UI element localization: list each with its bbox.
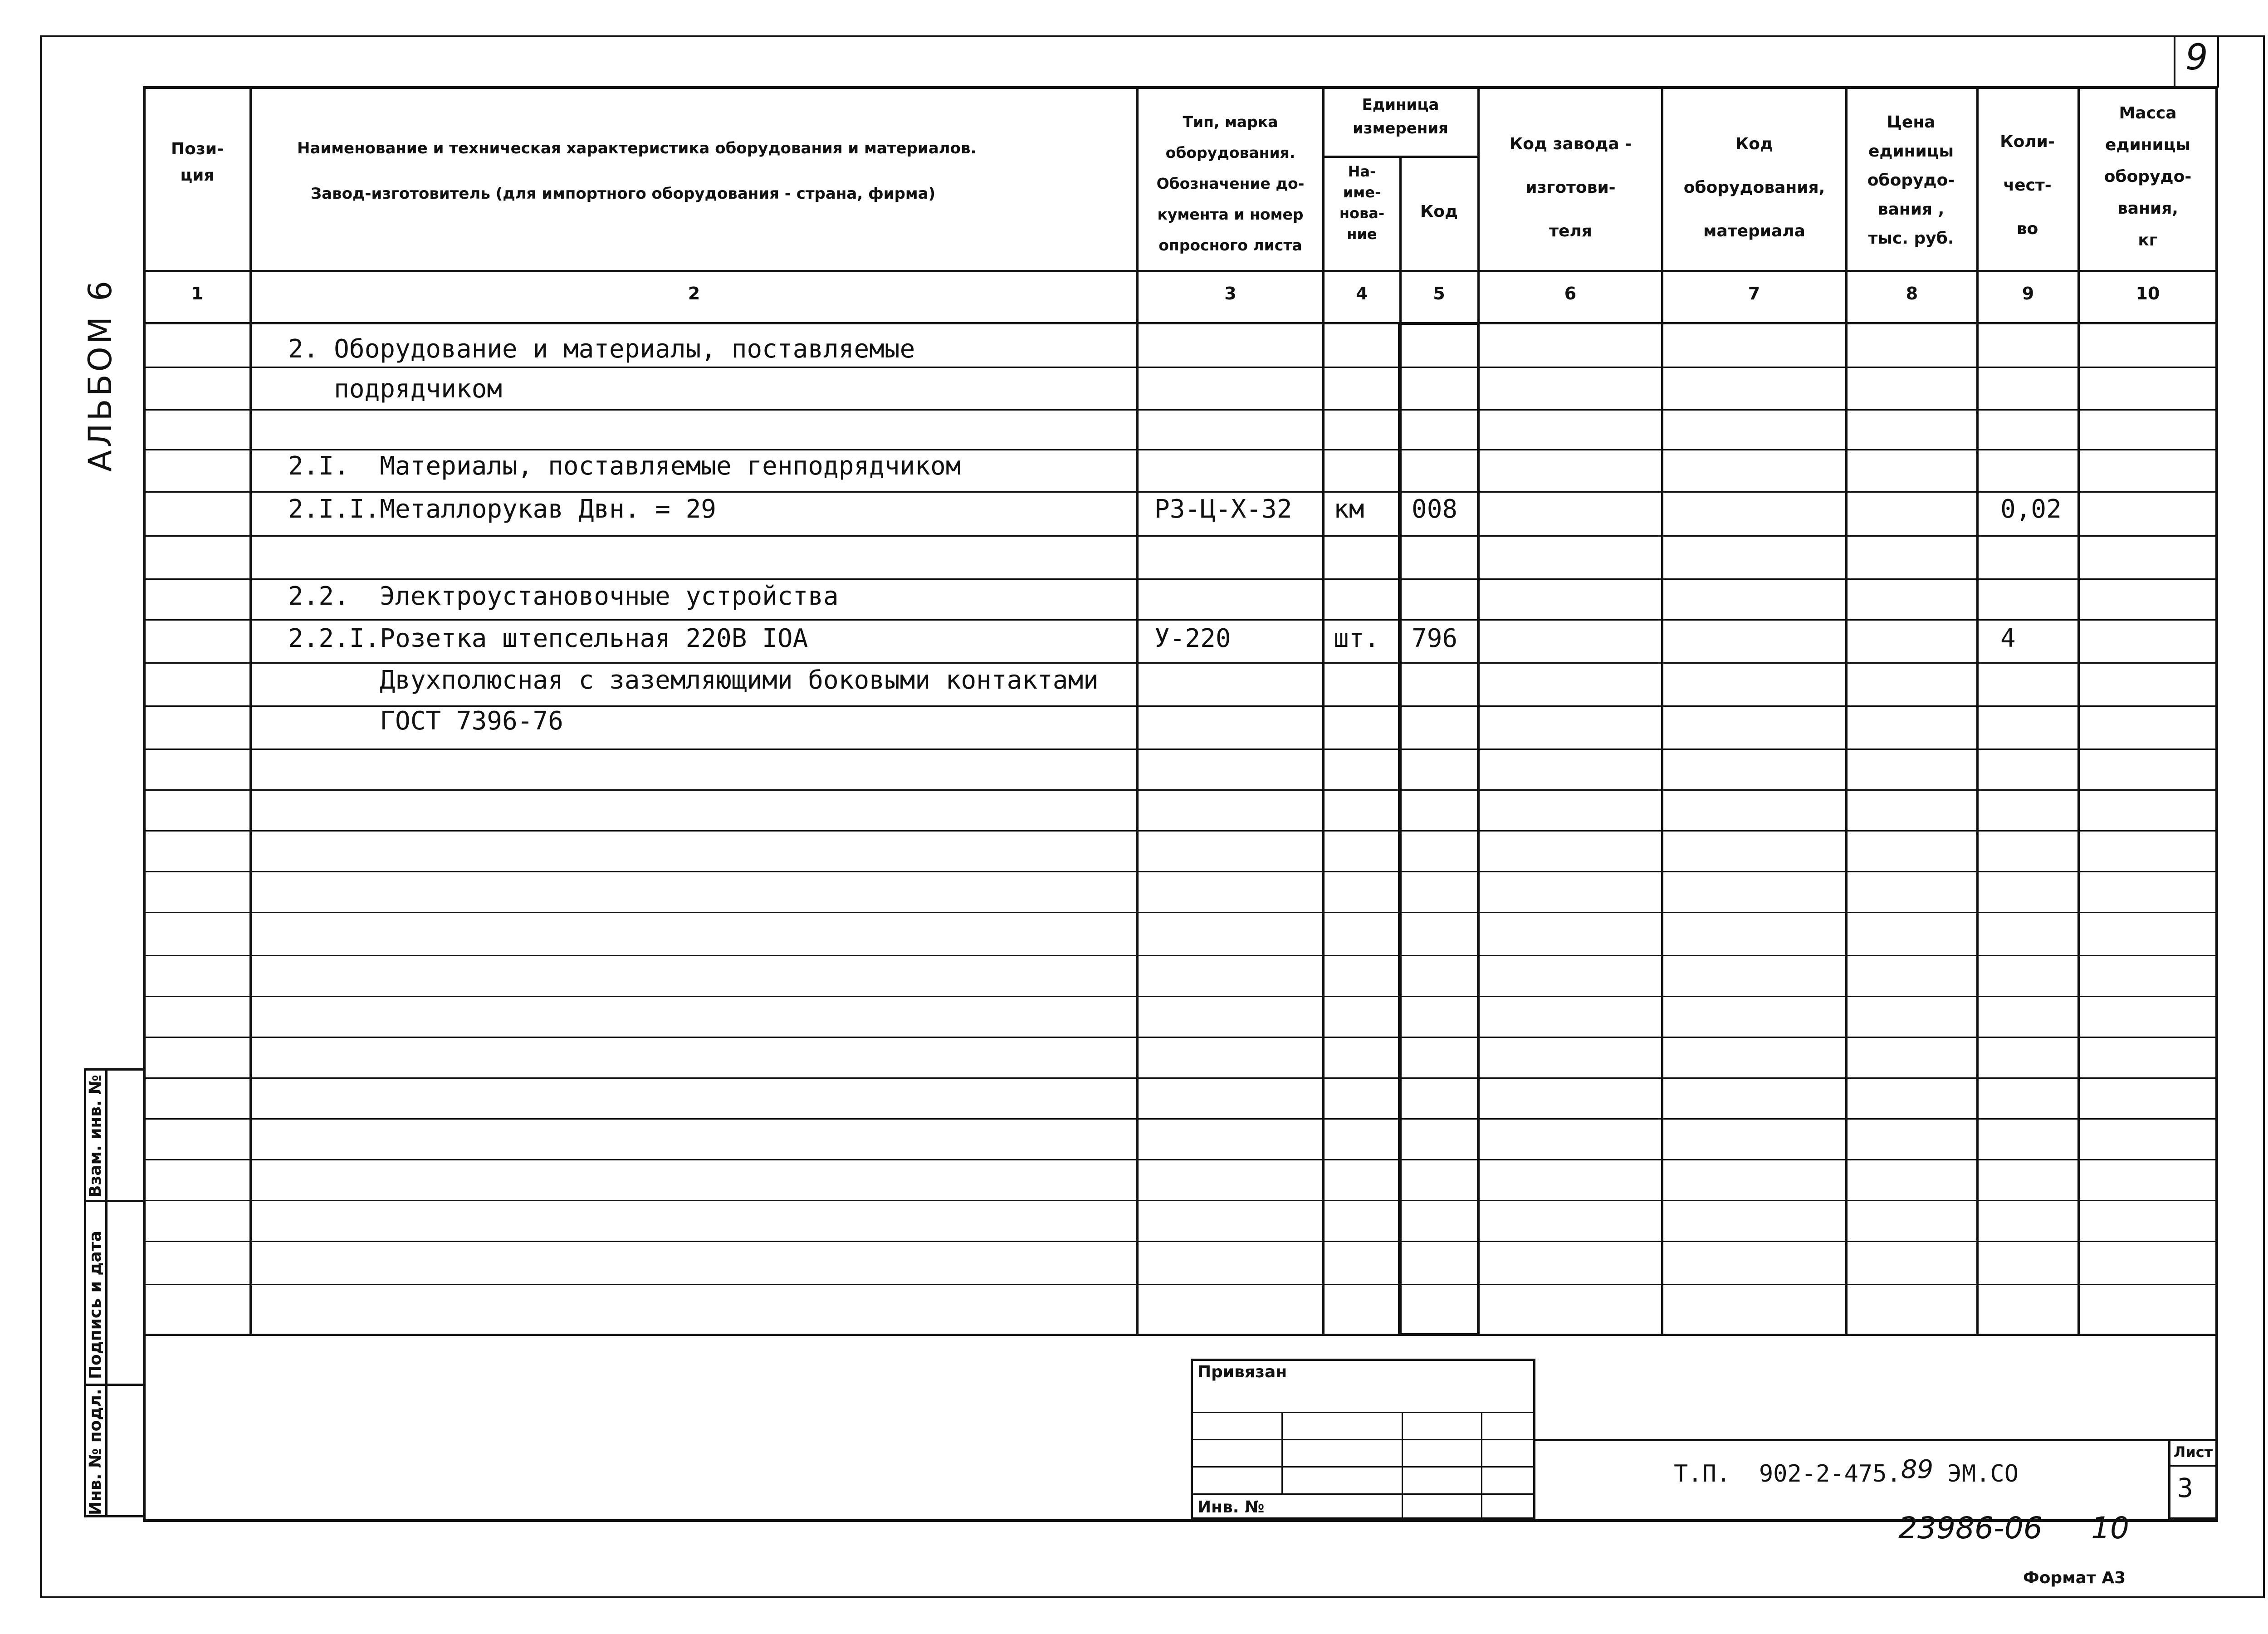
row-line	[143, 1159, 2218, 1160]
row-line	[143, 367, 2218, 368]
header-equipment-line3: материала	[1703, 222, 1805, 240]
privyazan-vline3	[1481, 1412, 1482, 1520]
header-quantity-line1: Коли-	[2000, 132, 2055, 151]
row-line	[143, 535, 2218, 537]
header-price-line3: оборудо-	[1867, 171, 1955, 190]
row-line	[143, 955, 2218, 956]
row-line	[143, 1077, 2218, 1079]
row-line	[143, 789, 2218, 791]
row-line	[143, 578, 2218, 580]
row-line	[143, 1037, 2218, 1038]
header-type-line1: Тип, марка	[1183, 113, 1278, 131]
privyazan-line1	[1191, 1412, 1535, 1413]
header-unit-name-line2: име-	[1343, 184, 1381, 201]
col-divider-6	[1661, 86, 1663, 1336]
header-price-line1: Цена	[1887, 113, 1936, 132]
album-label: АЛЬБОМ 6	[82, 278, 119, 472]
colnum-10: 10	[2136, 284, 2160, 303]
header-equipment-line2: оборудования,	[1683, 178, 1825, 197]
header-price-line4: вания ,	[1877, 200, 1945, 219]
header-unit-line1: Единица	[1362, 96, 1439, 114]
row-line	[143, 662, 2218, 664]
header-mass-line2: единицы	[2105, 136, 2191, 154]
row-line	[143, 830, 2218, 832]
colnum-bottom-line	[143, 322, 2218, 324]
row-line	[143, 749, 2218, 750]
row-name: подрядчиком	[288, 374, 503, 404]
row-name: 2.2. Электроустановочные устройства	[288, 582, 839, 611]
col-divider-8	[1976, 86, 1979, 1336]
document-code-hand: 89	[1901, 1455, 1934, 1484]
inv-no-label: Инв. №	[1198, 1498, 1265, 1517]
colnum-8: 8	[1906, 284, 1918, 303]
row-quantity: 0,02	[2000, 494, 2062, 524]
corner-page-number: 9	[2185, 37, 2208, 78]
row-line	[143, 449, 2218, 450]
row-type: РЗ-Ц-Х-32	[1154, 494, 1292, 524]
header-maker-line3: теля	[1549, 222, 1592, 240]
row-line	[143, 871, 2218, 872]
row-code: 796	[1412, 624, 1458, 653]
header-price-line5: тыс. руб.	[1868, 229, 1954, 248]
privyazan-label: Привязан	[1198, 1363, 1287, 1381]
header-unit-name-line3: нова-	[1339, 205, 1385, 222]
document-code-main: Т.П. 902-2-475.	[1674, 1460, 1901, 1487]
row-line	[143, 996, 2218, 997]
header-unit-name-line4: ние	[1347, 225, 1377, 243]
colnum-5: 5	[1433, 284, 1445, 303]
header-maker-code	[1481, 122, 1660, 253]
title-code-line	[1535, 1439, 2218, 1441]
archive-hand: 10	[2091, 1511, 2129, 1546]
header-mass-line5: кг	[2138, 231, 2158, 250]
header-unit-name	[1325, 161, 1399, 245]
colnum-7: 7	[1748, 284, 1760, 303]
privyazan-vline2	[1402, 1412, 1403, 1520]
row-name: 2.I. Материалы, поставляемые генподрядчиком	[288, 451, 961, 481]
row-line	[143, 1200, 2218, 1201]
privyazan-line4	[1191, 1493, 1535, 1495]
code-column-box	[1398, 322, 1480, 1336]
header-mass-line3: оборудо-	[2104, 167, 2192, 186]
header-price-line2: единицы	[1868, 142, 1954, 161]
stamp-vzam-label: Взам. инв. №	[86, 1075, 105, 1198]
left-stamp-line2	[84, 1384, 145, 1386]
header-unit-name-line1: На-	[1348, 163, 1376, 180]
body-bottom-line	[143, 1334, 2218, 1336]
colnum-2: 2	[688, 284, 700, 303]
row-quantity: 4	[2000, 624, 2016, 653]
privyazan-vline1	[1281, 1412, 1283, 1493]
row-line	[143, 1118, 2218, 1120]
colnum-6: 6	[1564, 284, 1577, 303]
row-name: ГОСТ 7396-76	[288, 706, 563, 736]
header-type-line2: оборудования.	[1165, 144, 1295, 161]
document-code	[1674, 1455, 2019, 1488]
left-stamp-vline	[105, 1068, 108, 1517]
colnum-4: 4	[1356, 284, 1368, 303]
header-type-line4: кумента и номер	[1157, 205, 1304, 223]
row-type: У-220	[1154, 624, 1231, 653]
col-divider-2	[1136, 86, 1139, 1336]
row-line	[143, 912, 2218, 913]
header-unit-code: Код	[1420, 202, 1458, 221]
row-unit: км	[1334, 494, 1364, 524]
col-divider-9	[2077, 86, 2080, 1336]
header-maker-line1: Код завода -	[1509, 135, 1632, 153]
header-unit-line2: измерения	[1353, 119, 1448, 137]
header-mass	[2080, 98, 2216, 256]
sheet-number: 3	[2177, 1473, 2193, 1503]
colnum-1: 1	[191, 284, 204, 303]
header-equipment-code	[1665, 122, 1844, 253]
row-line	[143, 1284, 2218, 1285]
header-position-line1: Пози-	[171, 140, 224, 158]
header-quantity-line3: во	[2016, 220, 2038, 238]
archive-number: 23986-06	[1898, 1511, 2043, 1546]
document-code-tail: ЭМ.СО	[1933, 1460, 2019, 1487]
row-name: Двухполюсная с заземляющими боковыми контактами	[288, 665, 1099, 695]
header-type-line3: Обозначение до-	[1156, 175, 1305, 192]
row-name: 2.I.I.Металлорукав Двн. = 29	[288, 494, 717, 524]
col-divider-1	[249, 86, 252, 1336]
header-quantity	[1979, 120, 2076, 251]
stamp-inv-label: Инв. № подл.	[86, 1389, 105, 1515]
row-name: 2. Оборудование и материалы, поставляемые	[288, 334, 915, 364]
stamp-podpis-label: Подпись и дата	[86, 1231, 105, 1379]
row-name: 2.2.I.Розетка штепсельная 220В IOA	[288, 624, 808, 653]
header-type	[1141, 107, 1320, 261]
privyazan-line3	[1191, 1466, 1535, 1468]
header-price	[1848, 108, 1975, 253]
sheet-label: Лист	[2173, 1443, 2213, 1461]
header-type-line5: опросного листа	[1158, 236, 1302, 254]
header-maker-line2: изготови-	[1525, 178, 1616, 197]
format-label: Формат А3	[2023, 1569, 2126, 1587]
header-mass-line1: Масса	[2119, 104, 2177, 122]
sheet-box-divider	[2168, 1465, 2218, 1467]
row-line	[143, 1241, 2218, 1242]
row-line	[143, 619, 2218, 621]
header-equipment-line1: Код	[1735, 135, 1774, 153]
row-line	[143, 491, 2218, 493]
header-position-line2: ция	[180, 166, 215, 185]
left-stamp-line1	[84, 1200, 145, 1202]
header-quantity-line2: чест-	[2003, 176, 2052, 195]
header-position	[150, 136, 245, 189]
header-name-line1: Наименование и техническая характеристика оборудования и материалов.	[297, 139, 977, 157]
header-bottom-line	[143, 270, 2218, 272]
row-code: 008	[1412, 494, 1458, 524]
row-line	[143, 409, 2218, 411]
privyazan-line2	[1191, 1439, 1535, 1440]
unit-group-line	[1325, 156, 1479, 158]
col-divider-7	[1845, 86, 1848, 1336]
col-divider-3	[1322, 86, 1325, 1336]
header-name-line2: Завод-изготовитель (для импортного оборудования - страна, фирма)	[311, 185, 936, 203]
row-unit: шт.	[1334, 624, 1380, 653]
header-unit-group	[1325, 93, 1476, 140]
colnum-3: 3	[1224, 284, 1237, 303]
colnum-9: 9	[2022, 284, 2034, 303]
header-mass-line4: вания,	[2117, 199, 2178, 218]
